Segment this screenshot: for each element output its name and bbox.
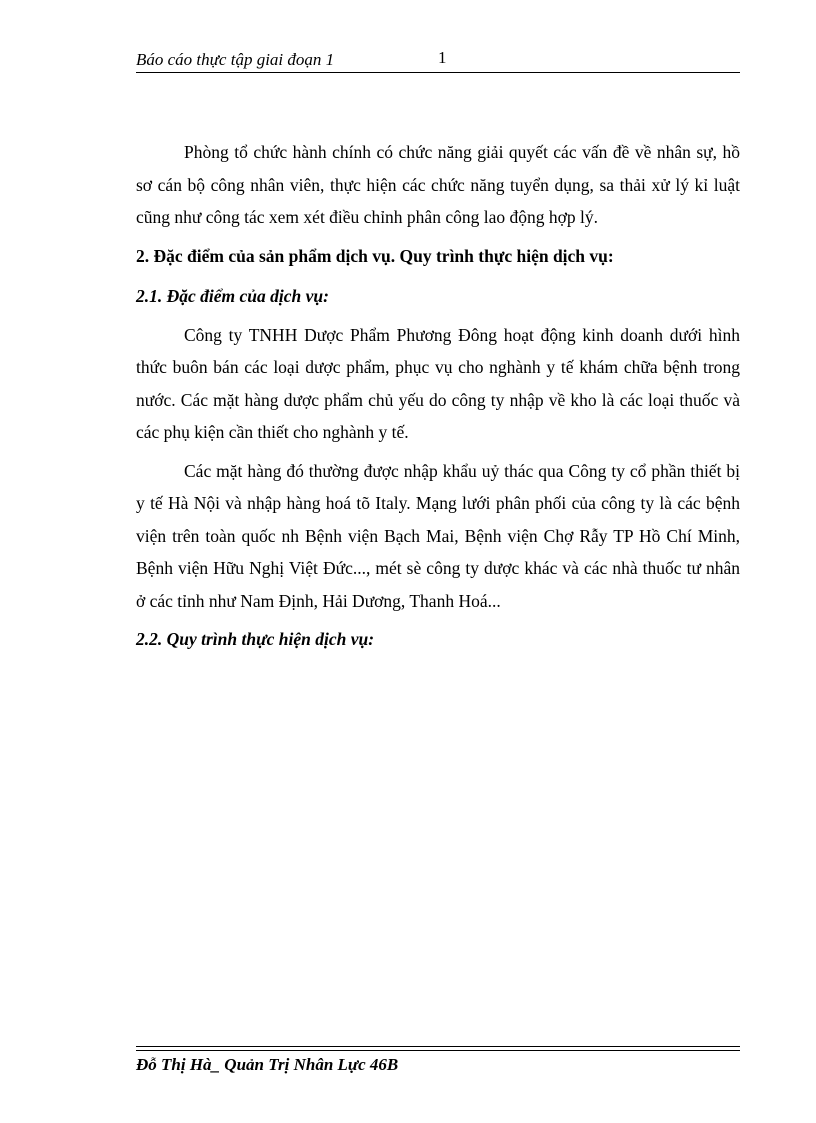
page-number: 1 xyxy=(438,48,447,67)
footer-author: Đỗ Thị Hà_ Quản Trị Nhân Lực 46B xyxy=(136,1055,399,1074)
paragraph-admin-department: Phòng tổ chức hành chính có chức năng giải quyết các vấn đề về nhân sự, hồ sơ cán bộ công nhân viên, thực hiện các chức năng tuyển dụng, sa thải xử lý kỉ luật cũng như công tác xem xét điều chỉnh phân công lao động hợp lý. xyxy=(136,142,740,227)
header-title: Báo cáo thực tập giai đoạn 1 xyxy=(136,50,335,69)
section-heading-2-1: 2.1. Đặc điểm của dịch vụ: xyxy=(136,286,329,306)
footer-rule xyxy=(136,1046,740,1047)
document-body xyxy=(136,136,740,656)
section-heading-2-2: 2.2. Quy trình thực hiện dịch vụ: xyxy=(136,629,375,649)
paragraph-service-characteristics: Công ty TNHH Dược Phẩm Phương Đông hoạt động kinh doanh dưới hình thức buôn bán các loại dược phẩm, phục vụ cho nghành y tế khám chữa bệnh trong nước. Các mặt hàng dược phẩm chủ yếu do công ty nhập về kho là các loại thuốc và các phụ kiện cần thiết cho nghành y tế. xyxy=(136,324,740,442)
paragraph-distribution-network: Các mặt hàng đó thường được nhập khẩu uỷ thác qua Công ty cổ phần thiết bị y tế Hà Nội và nhập hàng hoá tõ Italy. Mạng lưới phân phối của công ty là các bệnh viện trên toàn quốc nh Bệnh viện Bạch Mai, Bệnh viện Chợ Rẫy TP Hồ Chí Minh, Bệnh viện Hữu Nghị Việt Đức..., mét sè công ty dược khác và các nhà thuốc tư nhân ở các tỉnh như Nam Định, Hải Dương, Thanh Hoá... xyxy=(136,460,740,611)
footer-rule-thin xyxy=(136,1050,740,1051)
page-header xyxy=(136,48,740,73)
page-footer xyxy=(136,1046,740,1075)
section-heading-2: 2. Đặc điểm của sản phẩm dịch vụ. Quy trình thực hiện dịch vụ: xyxy=(136,245,614,266)
